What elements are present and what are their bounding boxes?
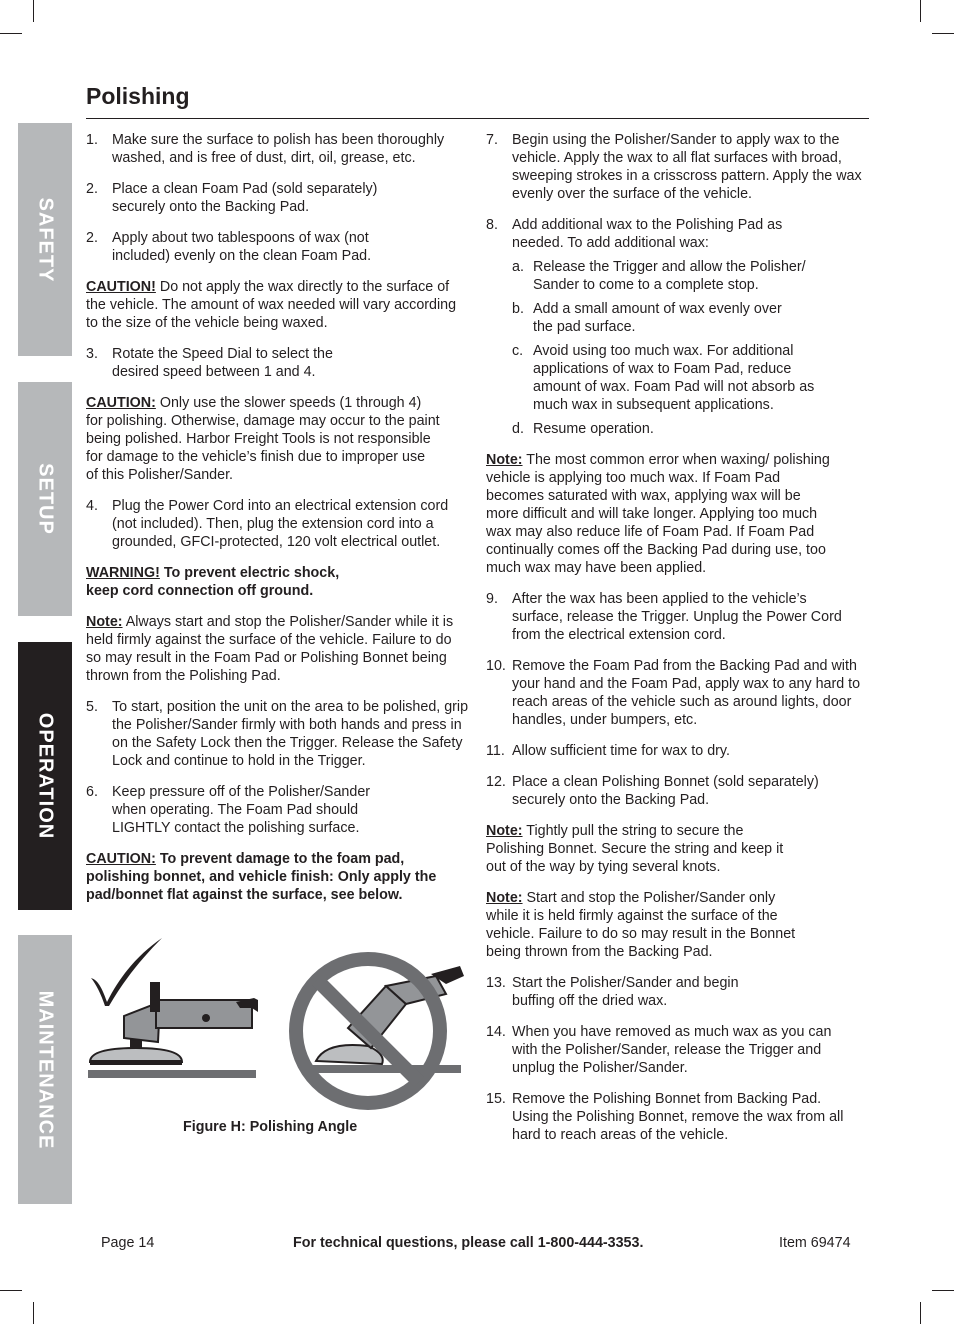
step-text: Remove the Polishing Bonnet from Backing Pad. Using the Polishing Bonnet, remove the wax from all hard to reach areas of the vehicle. — [512, 1091, 844, 1143]
step-number: 2. — [86, 181, 98, 197]
crop-mark — [0, 33, 22, 34]
note-label: Note: — [86, 614, 123, 630]
step-text: Rotate the Speed Dial to select the desired speed between 1 and 4. — [112, 346, 333, 380]
step-11 — [486, 742, 864, 760]
step-text: Plug the Power Cord into an electrical extension cord (not included). Then, plug the extension cord into a grounded, GFCI-protected, 120 volt electrical outlet. — [112, 498, 449, 550]
note-label: Note: — [486, 823, 523, 839]
step-text: Make sure the surface to polish has been thoroughly washed, and is free of dust, dirt, oil, grease, etc. — [112, 132, 445, 166]
crop-mark — [0, 1290, 22, 1291]
tab-safety-label: SAFETY — [34, 197, 57, 282]
step-5 — [86, 698, 470, 770]
note-bonnet — [486, 889, 864, 961]
note-too-much-wax — [486, 451, 864, 577]
warning-label: WARNING! — [86, 565, 160, 581]
caution-label: CAUTION! — [86, 279, 156, 295]
substep-text: Avoid using too much wax. For additional applications of wax to Foam Pad, reduce amount of wax. Foam Pad will not absorb as much wax in subsequent applications. — [533, 343, 815, 413]
note-text: Start and stop the Polisher/Sander only while it is held firmly against the surface of the vehicle. Failure to do so may result in the Bonnet being thrown from the Backing Pad. — [486, 890, 796, 960]
polishing-angle-figure — [86, 936, 466, 1114]
tab-operation[interactable] — [18, 642, 72, 910]
step-text: Place a clean Polishing Bonnet (sold separately) securely onto the Backing Pad. — [512, 774, 819, 808]
step-number: 12. — [486, 774, 506, 790]
step-text: Start the Polisher/Sander and begin buffing off the dried wax. — [512, 975, 739, 1009]
tab-maintenance[interactable] — [18, 935, 72, 1204]
step-text: Keep pressure off of the Polisher/Sander when operating. The Foam Pad should LIGHTLY contact the polishing surface. — [112, 784, 371, 836]
step-number: 2. — [86, 230, 98, 246]
crop-mark — [920, 0, 921, 22]
caution-wax — [86, 278, 470, 332]
step-1 — [86, 131, 470, 167]
warning-text: To prevent electric shock, keep cord connection off ground. — [86, 565, 340, 599]
crop-mark — [932, 1290, 954, 1291]
note-text: Tightly pull the string to secure the Polishing Bonnet. Secure the string and keep it out of the way by tying several knots. — [486, 823, 784, 875]
step-text: Add additional wax to the Polishing Pad as needed. To add additional wax: — [512, 217, 783, 251]
note-label: Note: — [486, 890, 523, 906]
note-text: The most common error when waxing/ polishing vehicle is applying too much wax. If Foam Pad becomes saturated with wax, applying wax will be more difficult and will take longer. Applying too much wax may also reduce life of Foam Pad. If Foam Pad continually comes off the Backing Pad during use, too much wax may have been applied. — [486, 452, 830, 576]
left-column — [86, 131, 470, 917]
step-9 — [486, 590, 864, 644]
step-number: 5. — [86, 699, 98, 715]
step-12 — [486, 773, 864, 809]
step-6 — [86, 783, 470, 837]
step-8d — [512, 420, 864, 438]
step-number: 1. — [86, 132, 98, 148]
footer-tech-support: For technical questions, please call 1-800-444-3353. — [293, 1235, 644, 1251]
step-number: 9. — [486, 591, 498, 607]
step-number: 14. — [486, 1024, 506, 1040]
step-text: Allow sufficient time for wax to dry. — [512, 743, 730, 759]
right-column — [486, 131, 864, 1157]
substep-letter: c. — [512, 343, 524, 359]
step-number: 8. — [486, 217, 498, 233]
note-string — [486, 822, 864, 876]
caution-text: Do not apply the wax directly to the surface of the vehicle. The amount of wax needed will vary according to the size of the vehicle being waxed. — [86, 279, 457, 331]
note-start-stop — [86, 613, 470, 685]
footer-page-number: Page 14 — [101, 1235, 155, 1251]
step-number: 13. — [486, 975, 506, 991]
caution-text: Only use the slower speeds (1 through 4) for polishing. Otherwise, damage may occur to the paint being polished. Harbor Freight Tools is not responsible for damage to the vehicle’s finish due to improper use of this Polisher/Sander. — [86, 395, 440, 483]
step-number: 7. — [486, 132, 498, 148]
title-rule — [86, 118, 869, 119]
step-8 — [486, 216, 864, 252]
page-title: Polishing — [86, 83, 190, 109]
step-7 — [486, 131, 864, 203]
step-text: After the wax has been applied to the vehicle’s surface, release the Trigger. Unplug the Power Cord from the electrical extension cord. — [512, 591, 842, 643]
prohibited-icon — [296, 959, 440, 1103]
caution-angle — [86, 850, 470, 904]
substep-text: Resume operation. — [533, 421, 654, 437]
substep-text: Add a small amount of wax evenly over the pad surface. — [533, 301, 782, 335]
crop-mark — [33, 0, 34, 22]
crop-mark — [33, 1302, 34, 1324]
crop-mark — [932, 33, 954, 34]
step-8b — [512, 300, 864, 336]
step-number: 4. — [86, 498, 98, 514]
step-2b — [86, 229, 470, 265]
step-2 — [86, 180, 470, 216]
step-number: 11. — [486, 743, 505, 759]
tab-safety[interactable] — [18, 123, 72, 356]
note-text: Always start and stop the Polisher/Sander while it is held firmly against the surface of the vehicle. Failure to do so may result in the Foam Pad or Polishing Bonnet being thrown from the Polishing Pad. — [86, 614, 454, 684]
step-10 — [486, 657, 864, 729]
step-number: 6. — [86, 784, 98, 800]
caution-text: To prevent damage to the foam pad, polishing bonnet, and vehicle finish: Only apply the pad/bonnet flat against the surface, see below. — [86, 851, 437, 903]
step-text: Remove the Foam Pad from the Backing Pad and with your hand and the Foam Pad, apply wax to any hard to reach areas of the vehicle such as around lights, door handles, under bumpers, etc. — [512, 658, 861, 728]
note-label: Note: — [486, 452, 523, 468]
step-number: 15. — [486, 1091, 506, 1107]
caution-label: CAUTION: — [86, 851, 156, 867]
step-number: 3. — [86, 346, 98, 362]
caution-label: CAUTION: — [86, 395, 156, 411]
step-text: To start, position the unit on the area to be polished, grip the Polisher/Sander firmly with both hands and press in on the Safety Lock then the Trigger. Release the Safety Lock and continue to hold in the Trigger. — [112, 699, 469, 769]
figure-caption: Figure H: Polishing Angle — [183, 1119, 358, 1135]
step-text: Begin using the Polisher/Sander to apply wax to the vehicle. Apply the wax to all flat surfaces with broad, sweeping strokes in a crisscross pattern. Apply the wax evenly over the surface of the vehicle. — [512, 132, 862, 202]
substep-text: Release the Trigger and allow the Polisher/ Sander to come to a complete stop. — [533, 259, 806, 293]
step-text: Apply about two tablespoons of wax (not included) evenly on the clean Foam Pad. — [112, 230, 372, 264]
step-text: When you have removed as much wax as you can with the Polisher/Sander, release the Trigger and unplug the Polisher/Sander. — [512, 1024, 832, 1076]
crop-mark — [920, 1302, 921, 1324]
tab-setup[interactable] — [18, 382, 72, 616]
tab-setup-label: SETUP — [34, 463, 57, 535]
substep-letter: d. — [512, 421, 524, 437]
tab-operation-label: OPERATION — [34, 712, 57, 840]
step-15 — [486, 1090, 864, 1144]
step-number: 10. — [486, 658, 506, 674]
step-13 — [486, 974, 864, 1010]
step-14 — [486, 1023, 864, 1077]
substep-letter: a. — [512, 259, 524, 275]
step-8c — [512, 342, 864, 414]
step-8a — [512, 258, 864, 294]
step-text: Place a clean Foam Pad (sold separately) securely onto the Backing Pad. — [112, 181, 378, 215]
substep-letter: b. — [512, 301, 524, 317]
step-4 — [86, 497, 470, 551]
warning-shock — [86, 564, 470, 600]
step-3 — [86, 345, 470, 381]
caution-speed — [86, 394, 470, 484]
tab-maintenance-label: MAINTENANCE — [34, 990, 57, 1149]
footer-item-number: Item 69474 — [779, 1235, 851, 1251]
